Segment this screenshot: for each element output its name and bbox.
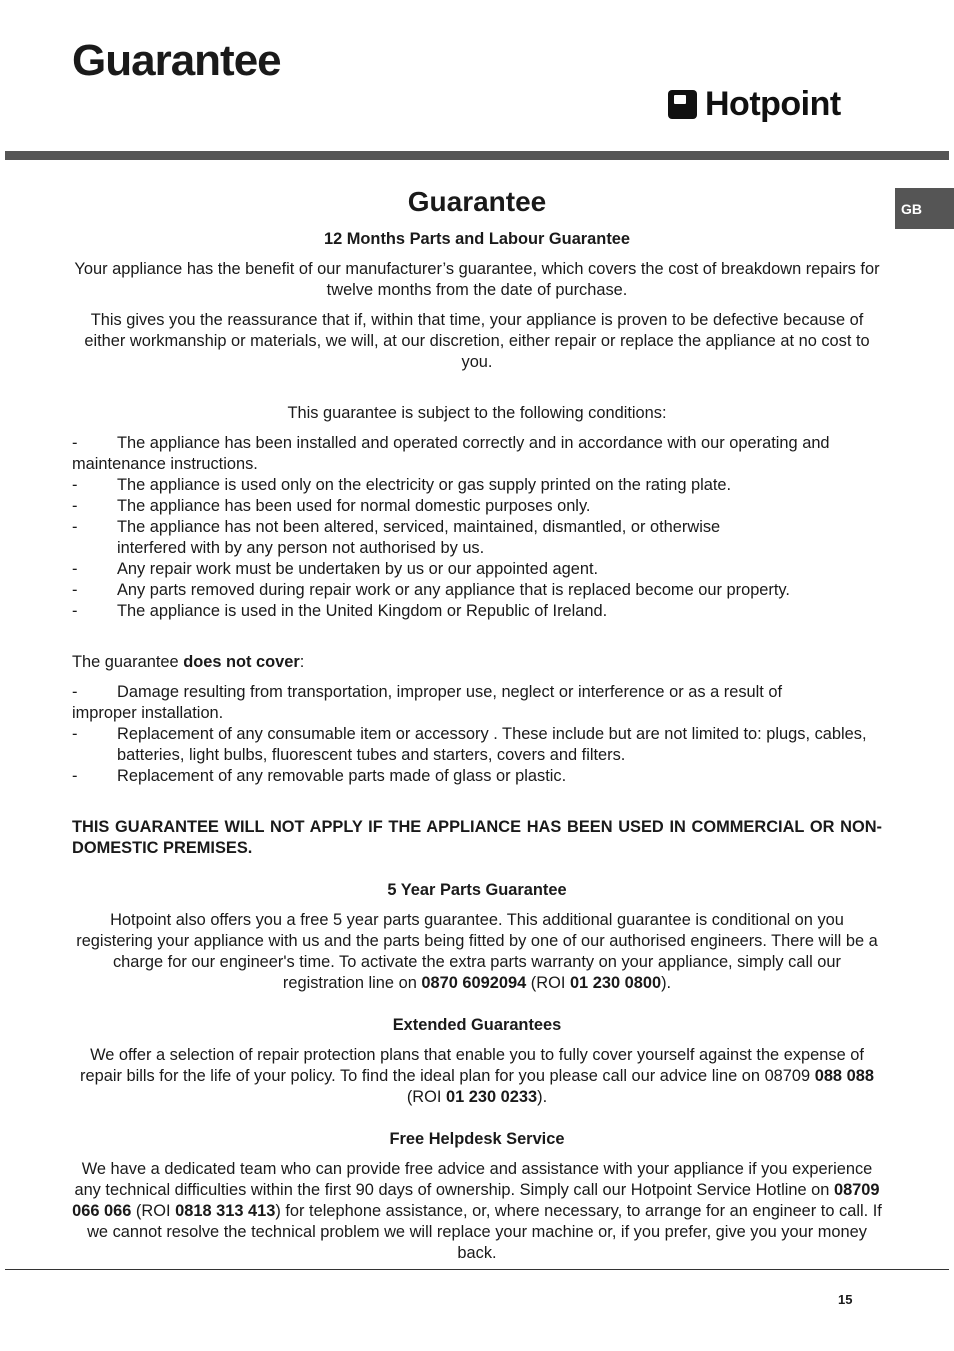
list-item: - Any parts removed during repair work or any appliance that is replaced become our property. xyxy=(72,581,790,599)
subheading-5-year: 5 Year Parts Guarantee xyxy=(387,881,567,899)
footer-divider xyxy=(5,1269,949,1270)
list-item: - The appliance has been installed and operated correctly and in accordance with our operating and maintenance instructions. xyxy=(72,434,830,473)
dash-bullet: - xyxy=(72,497,78,515)
commercial-notice: THIS GUARANTEE WILL NOT APPLY IF THE APPLIANCE HAS BEEN USED IN COMMERCIAL OR NON-DOMESTIC PREMISES. xyxy=(72,818,882,857)
paragraph-extended: We offer a selection of repair protection plans that enable you to fully cover yourself against the expense of repair bills for the life of your policy. To find the ideal plan for you please call our advice line on 08709 088 088 (ROI 01 230 0233). xyxy=(80,1046,874,1106)
conditions-intro: This guarantee is subject to the following conditions: xyxy=(287,404,667,422)
guarantee-content xyxy=(72,184,882,1273)
hotline-phone: 08709 066 066 xyxy=(72,1181,880,1220)
brand-name: Hotpoint xyxy=(705,84,841,123)
dash-bullet: - xyxy=(72,560,78,578)
advice-phone: 088 088 xyxy=(814,1067,874,1085)
spacer xyxy=(72,796,882,817)
dash-bullet: - xyxy=(72,518,78,536)
language-tab: GB xyxy=(895,188,954,229)
hotpoint-logo-icon xyxy=(668,90,697,119)
advice-roi-phone: 01 230 0233 xyxy=(445,1088,538,1106)
list-item: - Damage resulting from transportation, improper use, neglect or interference or as a result of improper installation. xyxy=(72,683,783,722)
list-item: - The appliance has not been altered, serviced, maintained, dismantled, or otherwise interfered with by any person not authorised by us. xyxy=(72,518,721,557)
brand-logo xyxy=(668,84,841,124)
list-item: - The appliance has been used for normal domestic purposes only. xyxy=(72,497,591,515)
dash-bullet: - xyxy=(72,683,78,701)
dash-bullet: - xyxy=(72,602,78,620)
subheading-helpdesk: Free Helpdesk Service xyxy=(389,1130,565,1148)
page-number: 15 xyxy=(838,1292,853,1307)
registration-roi-phone: 01 230 0800 xyxy=(569,974,662,992)
paragraph-reassurance: This gives you the reassurance that if, within that time, your appliance is proven to be defective because of either workmanship or materials, we will, at our discretion, either repair or replace the appliance at no cost to you. xyxy=(84,311,870,371)
dash-bullet: - xyxy=(72,476,78,494)
paragraph-5-year: Hotpoint also offers you a free 5 year parts guarantee. This additional guarantee is conditional on you registering your appliance with us and the parts being fitted by one of our authorised engineers. There will be a charge for our engineer's time. To activate the extra parts warranty on your appliance, simply call our registration line on 0870 6092094 (ROI 01 230 0800). xyxy=(76,911,878,992)
not-cover-intro: The guarantee does not cover: xyxy=(72,653,305,671)
list-item: - The appliance is used only on the electricity or gas supply printed on the rating plate. xyxy=(72,476,732,494)
dash-bullet: - xyxy=(72,725,78,743)
spacer xyxy=(72,382,882,403)
spacer xyxy=(72,631,882,652)
list-item: - The appliance is used in the United Kingdom or Republic of Ireland. xyxy=(72,602,608,620)
page-title: Guarantee xyxy=(72,36,281,85)
dash-bullet: - xyxy=(72,767,78,785)
paragraph-intro: Your appliance has the benefit of our manufacturer’s guarantee, which covers the cost of breakdown repairs for twelve months from the date of purchase. xyxy=(74,260,880,299)
subheading-extended: Extended Guarantees xyxy=(392,1016,562,1034)
dash-bullet: - xyxy=(72,434,78,452)
list-item: - Replacement of any consumable item or accessory . These include but are not limited to: plugs, cables, batteries, light bulbs, fluorescent tubes and starters, covers and filters. xyxy=(72,725,867,764)
conditions-list xyxy=(72,433,882,622)
subheading-12-months: 12 Months Parts and Labour Guarantee xyxy=(323,230,631,248)
exclusions-list xyxy=(72,682,882,787)
paragraph-helpdesk: We have a dedicated team who can provide free advice and assistance with your appliance if you experience any technical difficulties within the first 90 days of ownership. Simply call our Hotpoint Service Hotline on 08709 066 066 (ROI 0818 313 413) for telephone assistance, or, where necessary, to arrange for an engineer to call. If we cannot resolve the technical problem we will replace your machine or, if you prefer, give you your money back. xyxy=(72,1160,882,1262)
list-item: - Any repair work must be undertaken by us or our appointed agent. xyxy=(72,560,599,578)
registration-phone: 0870 6092094 xyxy=(421,974,527,992)
header-divider xyxy=(5,151,949,160)
section-title: Guarantee xyxy=(407,186,547,217)
hotline-roi-phone: 0818 313 413 xyxy=(175,1202,276,1220)
list-item: - Replacement of any removable parts made of glass or plastic. xyxy=(72,767,567,785)
dash-bullet: - xyxy=(72,581,78,599)
